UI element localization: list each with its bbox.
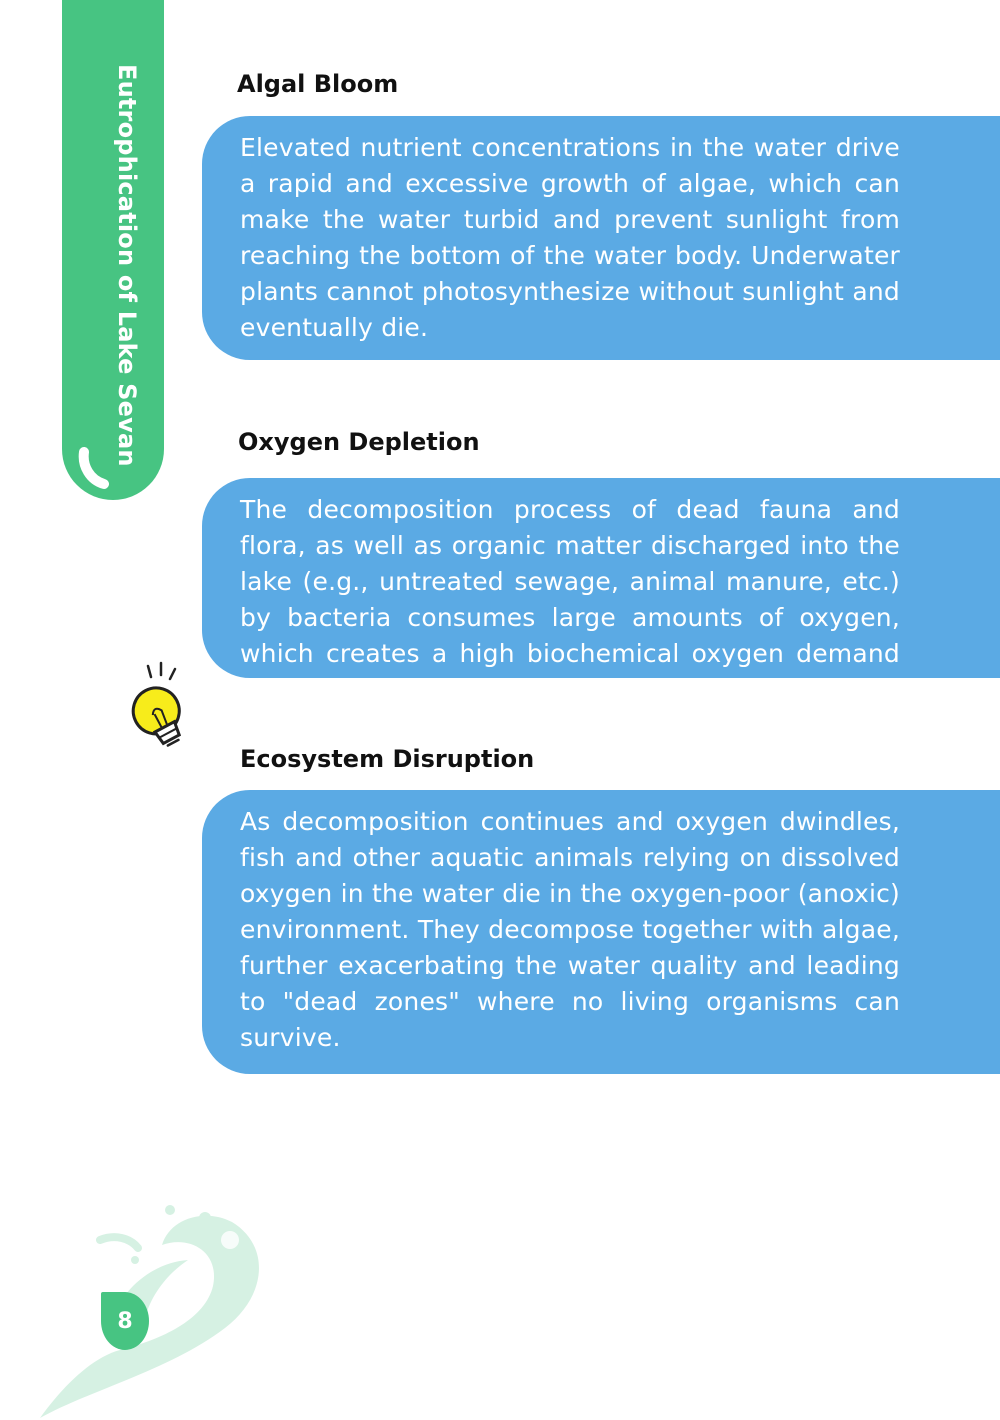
section-card-algal-bloom — [202, 116, 1000, 360]
section-card-oxygen-depletion — [202, 478, 1000, 704]
section-card-ecosystem-disruption — [202, 790, 1000, 1074]
chapter-title: Eutrophication of Lake Sevan — [113, 64, 141, 467]
section-text-oxygen-depletion: The decomposition process of dead fauna and flora, as well as organic matter discharged into the lake (e.g., untreated sewage, animal manure, etc.) by bacteria consumes large amounts of oxygen, which creates a high biochemical oxygen demand (BOD). — [240, 495, 900, 704]
section-text-algal-bloom: Elevated nutrient concentrations in the water drive a rapid and excessive growth of algae, which can make the water turbid and prevent sunlight from reaching the bottom of the water body. Underwater plants cannot photosynthesize without sunlight and eventually die. — [240, 133, 900, 342]
section-heading-ecosystem-disruption: Ecosystem Disruption — [240, 745, 535, 773]
wave-illustration — [20, 1200, 280, 1420]
section-heading-oxygen-depletion: Oxygen Depletion — [238, 428, 480, 456]
section-text-ecosystem-disruption: As decomposition continues and oxygen dwindles, fish and other aquatic animals relying on dissolved oxygen in the water die in the oxygen-poor (anoxic) environment. They decompose together with algae, further exacerbating the water quality and leading to "dead zones" where no living organisms can survive. — [240, 807, 900, 1052]
section-heading-algal-bloom: Algal Bloom — [237, 70, 399, 98]
swoosh-icon — [76, 446, 116, 490]
page-number-badge — [101, 1292, 149, 1350]
page-number: 8 — [117, 1308, 133, 1334]
lightbulb-icon — [128, 660, 194, 764]
